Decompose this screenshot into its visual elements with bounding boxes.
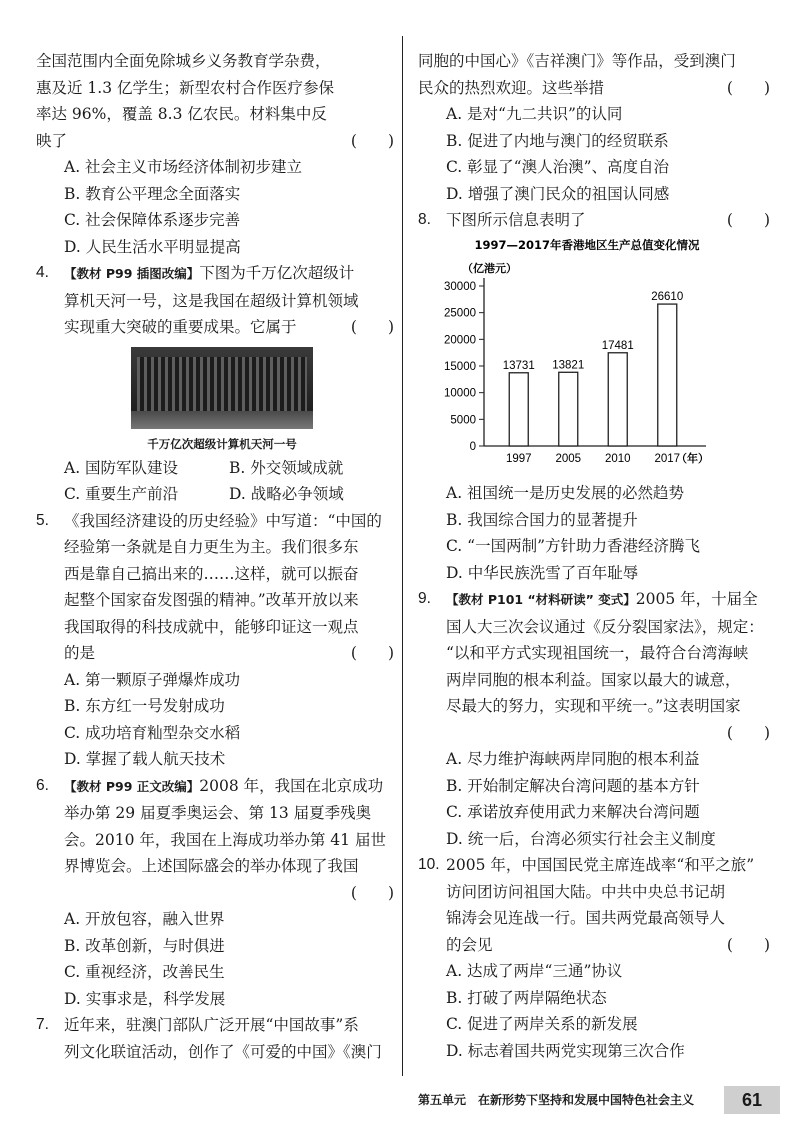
bars	[503, 291, 683, 465]
answer-bracket[interactable]: ( )	[350, 131, 394, 150]
question-5	[36, 508, 394, 667]
option-c[interactable]: C. 社会保障体系逐步完善	[64, 211, 241, 229]
option-c[interactable]: C. 重视经济，改善民生	[64, 963, 225, 981]
option-d[interactable]: D. 增强了澳门民众的祖国认同感	[446, 184, 670, 203]
server-racks	[137, 357, 307, 411]
option-d[interactable]: D. 标志着国共两党实现第三次合作	[446, 1041, 685, 1060]
option-c[interactable]: C. 重要生产前沿	[64, 485, 179, 503]
question-number: 4.	[36, 264, 49, 281]
option-d[interactable]: D. 实事求是，科学发展	[64, 989, 226, 1008]
stem-line: 访问团访问祖国大陆。中共中央总书记胡	[446, 882, 726, 901]
stem-line: 的会见 ( )	[446, 932, 770, 959]
stem-line: 国人大三次会议通过《反分裂国家法》，规定：	[446, 617, 764, 636]
question-9	[418, 586, 770, 746]
gdp-chart-svg	[422, 236, 752, 468]
answer-bracket[interactable]: ( )	[350, 644, 394, 662]
bar-value-label: 13821	[552, 358, 585, 371]
question-6	[36, 773, 394, 907]
stem-line: 同胞的中国心》《吉祥澳门》等作品，受到澳门	[418, 52, 736, 70]
stem-line: 的是 ( )	[64, 640, 394, 667]
unit-title: 第五单元 在新形势下坚持和发展中国特色社会主义	[418, 1093, 695, 1107]
question-7	[36, 1012, 394, 1065]
y-tick-label: 30000	[444, 280, 476, 293]
stem-line: 下图所示信息表明了 ( )	[446, 207, 770, 234]
stem-line: 界博览会。上述国际盛会的举办体现了我国	[64, 857, 359, 875]
bar-1997	[509, 372, 528, 445]
page-number: 61	[724, 1086, 780, 1114]
x-tick-label: 2017	[654, 452, 681, 465]
question-number: 9.	[418, 590, 431, 607]
stem-line: 惠及近 1.3 亿学生；新型农村合作医疗参保	[36, 78, 335, 97]
y-tick-label: 10000	[444, 387, 476, 400]
textbook-tag: 【教材 P99 正文改编】	[64, 778, 200, 794]
option-c[interactable]: C. “一国两制”方针助力香港经济腾飞	[446, 537, 701, 555]
stem-line: 《我国经济建设的历史经验》中写道：“中国的	[64, 511, 382, 530]
answer-bracket[interactable]: ( )	[350, 318, 394, 336]
options-row	[36, 481, 394, 508]
option-a[interactable]: A. 是对“九二共识”的认同	[446, 105, 623, 123]
stem-line: 我国取得的科技成就中，能够印证这一观点	[64, 617, 359, 636]
textbook-tag: 【教材 P101 “材料研读” 变式】	[446, 592, 636, 607]
bar-value-label: 13731	[502, 359, 535, 372]
options-row	[36, 455, 394, 482]
option-d[interactable]: D. 中华民族洗雪了百年耻辱	[446, 563, 639, 582]
question-4	[36, 260, 394, 341]
answer-bracket[interactable]: ( )	[350, 883, 394, 902]
question-number: 8.	[418, 211, 431, 228]
option-a[interactable]: A. 社会主义市场经济体制初步建立	[64, 158, 303, 176]
stem-line: 锦涛会见连战一行。国共两党最高领导人	[446, 909, 726, 927]
right-column	[418, 48, 770, 1064]
gdp-chart	[422, 236, 770, 477]
stem-line: 2005 年，中国国民党主席连战率“和平之旅”	[446, 856, 755, 874]
y-axis-label: （亿港元）	[462, 261, 517, 275]
answer-bracket[interactable]: ( )	[726, 78, 770, 97]
question-3-continued	[36, 48, 394, 260]
stem-line: 会。2010 年，我国在上海成功举办第 41 届世	[64, 830, 386, 849]
option-d[interactable]: D. 掌握了载人航天技术	[64, 750, 226, 768]
question-number: 10.	[418, 856, 440, 873]
stem-line: “以和平方式实现祖国统一，最符合台湾海峡	[446, 644, 749, 662]
question-number: 5.	[36, 511, 49, 529]
option-b[interactable]: B. 打破了两岸隔绝状态	[446, 988, 607, 1007]
bar-2005	[559, 372, 578, 446]
x-tick-label: 1997	[505, 452, 532, 465]
column-divider	[402, 36, 403, 1076]
stem-line: 起整个国家奋发图强的精神。”改革开放以来	[64, 591, 359, 609]
answer-bracket[interactable]: ( )	[726, 935, 770, 954]
option-c[interactable]: C. 成功培育籼型杂交水稻	[64, 723, 241, 742]
stem-line: 民众的热烈欢迎。这些举措 ( )	[418, 75, 770, 102]
question-number: 6.	[36, 776, 49, 794]
stem-line: 尽最大的努力，实现和平统一。”这表明国家	[446, 697, 741, 715]
option-b[interactable]: B. 东方红一号发射成功	[64, 697, 225, 715]
stem-line: 西是靠自己搞出来的……这样，就可以振奋	[64, 564, 359, 583]
chart-title: 1997—2017年香港地区生产总值变化情况	[474, 237, 700, 252]
y-tick-label: 15000	[444, 360, 476, 373]
y-tick-label: 5000	[450, 413, 476, 426]
textbook-tag: 【教材 P99 插图改编】	[64, 266, 200, 281]
stem-line: 算机天河一号，这是我国在超级计算机领域	[64, 291, 359, 310]
y-ticks	[444, 281, 484, 453]
question-10	[418, 852, 770, 958]
option-a[interactable]: A. 尽力维护海峡两岸同胞的根本利益	[446, 750, 700, 768]
option-b[interactable]: B. 开始制定解决台湾问题的基本方针	[446, 776, 700, 795]
option-a[interactable]: A. 国防军队建设	[64, 458, 179, 477]
option-d[interactable]: D. 统一后，台湾必须实行社会主义制度	[446, 829, 716, 848]
stem-line: 两岸同胞的根本利益。国家以最大的诚意，	[446, 670, 741, 689]
option-a[interactable]: A. 达成了两岸“三通”协议	[446, 962, 623, 980]
option-b[interactable]: B. 促进了内地与澳门的经贸联系	[446, 131, 669, 150]
figure-caption: 千万亿次超级计算机天河一号	[147, 436, 297, 451]
question-8	[418, 207, 770, 234]
question-7-continued	[418, 48, 770, 207]
bar-2010	[608, 352, 627, 445]
supercomputer-figure	[131, 347, 313, 455]
y-tick-label: 20000	[444, 333, 476, 346]
option-b[interactable]: B. 教育公平理念全面落实	[64, 184, 241, 203]
stem-line: 列文化联谊活动，创作了《可爱的中国》《澳门	[64, 1042, 382, 1061]
bar-2017	[658, 304, 677, 446]
option-c[interactable]: C. 促进了两岸关系的新发展	[446, 1015, 638, 1033]
option-b[interactable]: B. 改革创新，与时俱进	[64, 936, 225, 955]
x-tick-label: 2005	[555, 452, 582, 465]
answer-bracket[interactable]: ( )	[726, 723, 770, 742]
stem-line: 【教材 P101 “材料研读” 变式】2005 年，十届全	[446, 590, 758, 608]
option-c[interactable]: C. 承诺放弃使用武力来解决台湾问题	[446, 803, 700, 821]
machine-room-floor	[131, 411, 313, 429]
bar-value-label: 17481	[601, 339, 634, 352]
stem-line: 映了 ( )	[36, 128, 394, 155]
stem-line: 【教材 P99 插图改编】下图为千万亿次超级计	[64, 264, 355, 282]
answer-bracket[interactable]: ( )	[726, 211, 770, 229]
stem-line: 【教材 P99 正文改编】2008 年，我国在北京成功	[64, 776, 384, 795]
x-tick-label: 2010	[604, 452, 631, 465]
bar-value-label: 26610	[651, 290, 684, 303]
left-column	[36, 48, 394, 1065]
stem-line: 举办第 29 届夏季奥运会、第 13 届夏季残奥	[64, 804, 372, 822]
stem-line: 实现重大突破的重要成果。它属于 ( )	[64, 314, 394, 341]
y-tick-label: 0	[469, 440, 476, 453]
option-d[interactable]: D. 战略必争领域	[229, 485, 344, 503]
option-a[interactable]: A. 开放包容，融入世界	[64, 910, 225, 928]
option-d[interactable]: D. 人民生活水平明显提高	[64, 237, 241, 256]
stem-line: 率达 96%，覆盖 8.3 亿农民。材料集中反	[36, 105, 327, 123]
stem-line: 经验第一条就是自力更生为主。我们很多东	[64, 538, 359, 556]
x-axis-label: （年）	[676, 451, 709, 465]
answer-bracket-line	[64, 880, 394, 907]
option-a[interactable]: A. 第一颗原子弹爆炸成功	[64, 670, 241, 689]
y-tick-label: 25000	[444, 307, 476, 320]
option-b[interactable]: B. 外交领域成就	[229, 458, 344, 477]
page-footer	[402, 1084, 800, 1118]
option-b[interactable]: B. 我国综合国力的显著提升	[446, 510, 638, 529]
option-c[interactable]: C. 彰显了“澳人治澳”、高度自治	[446, 158, 670, 176]
answer-bracket-line	[446, 720, 770, 747]
stem-line: 全国范围内全面免除城乡义务教育学杂费，	[36, 52, 331, 70]
supercomputer-photo	[131, 347, 313, 429]
stem-line: 近年来，驻澳门部队广泛开展“中国故事”系	[64, 1016, 359, 1034]
question-number: 7.	[36, 1016, 49, 1033]
option-a[interactable]: A. 祖国统一是历史发展的必然趋势	[446, 484, 685, 502]
